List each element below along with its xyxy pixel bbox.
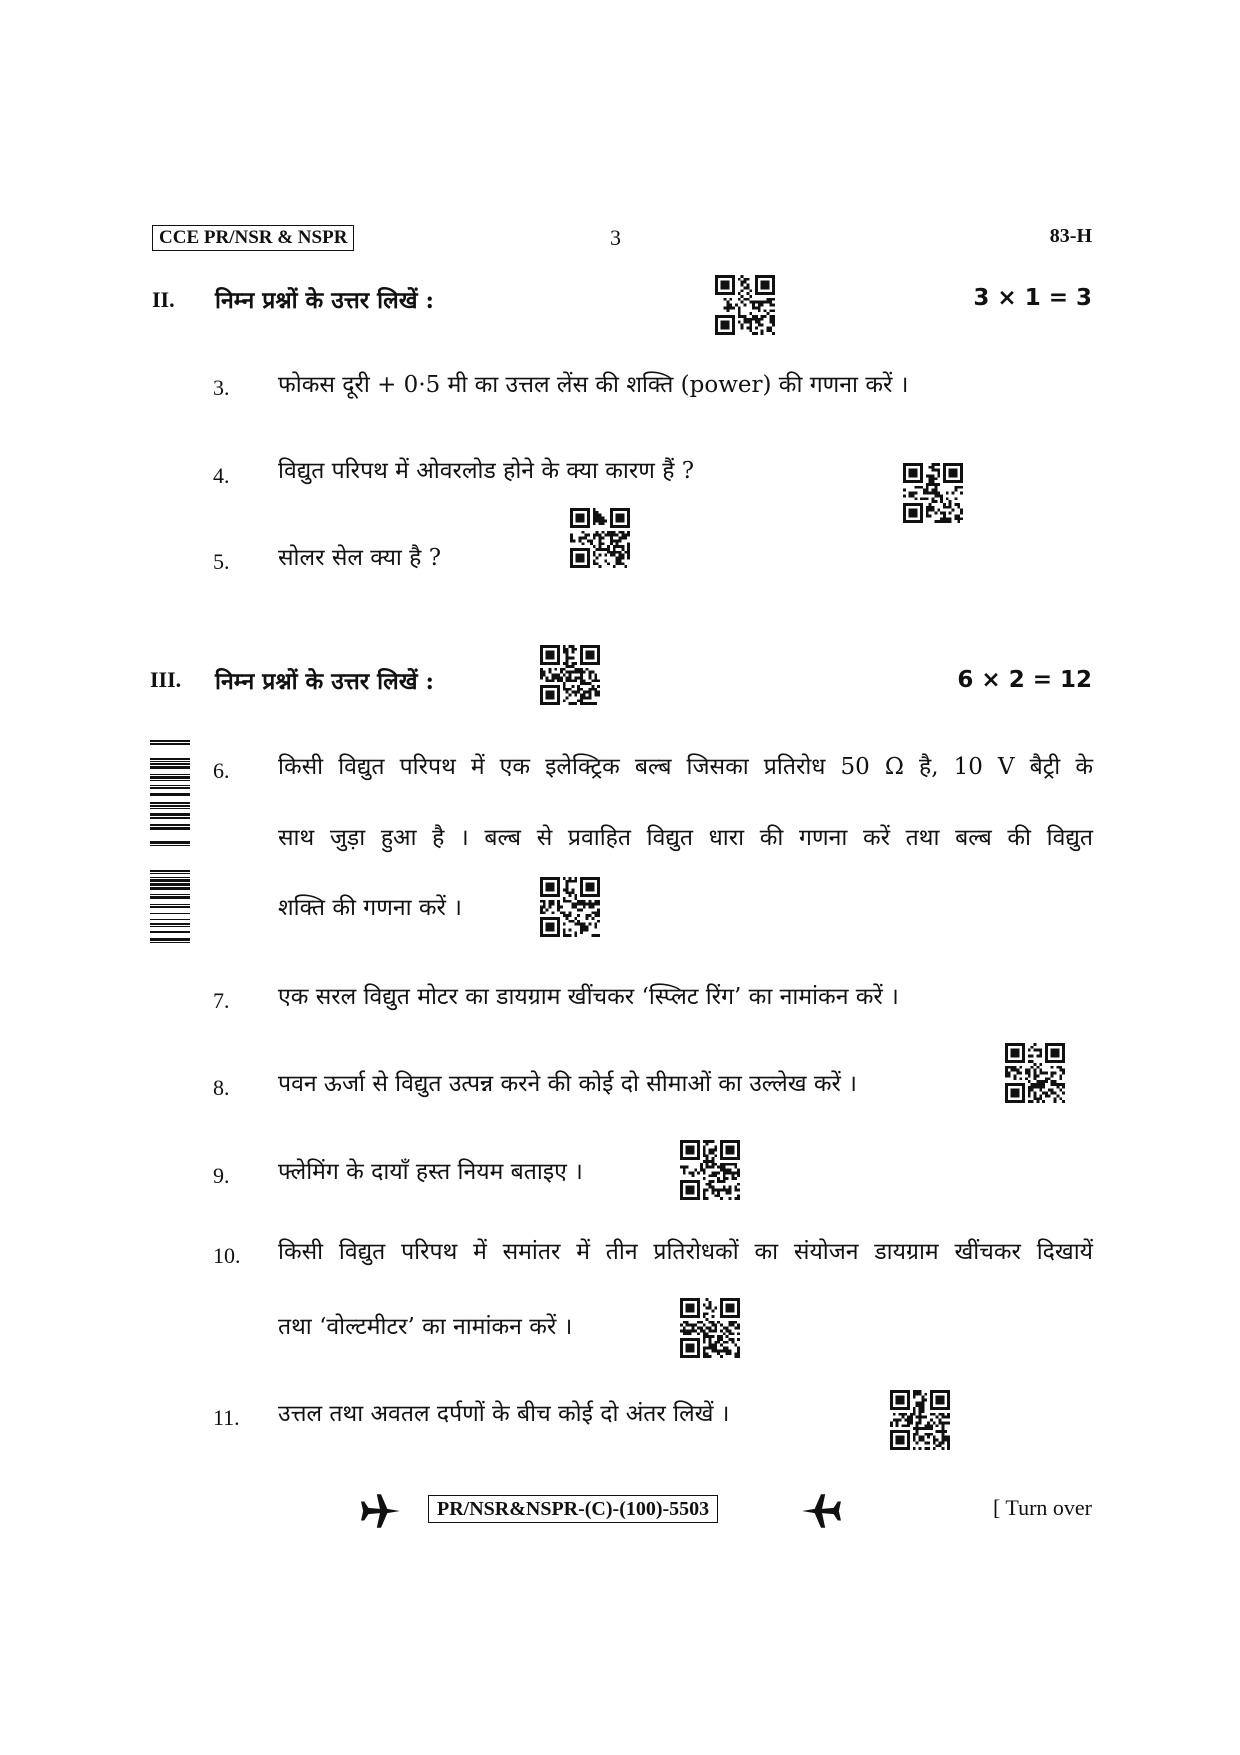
qr-code-svg: [715, 275, 775, 335]
question-text: किसी विद्युत परिपथ में समांतर में तीन प्रतिरोधकों का संयोजन डायग्राम खींचकर दिखायें: [278, 1239, 1093, 1265]
qr-code-svg: [890, 1390, 950, 1450]
airplane-icon: [360, 1490, 402, 1532]
question-text: साथ जुड़ा हुआ है । बल्ब से प्रवाहित विद्युत धारा की गणना करें तथा बल्ब की विद्युत: [278, 825, 1093, 851]
section-2-title: निम्न प्रश्नों के उत्तर लिखें :: [215, 287, 435, 314]
section-2-number: II.: [152, 287, 175, 312]
question-text: विद्युत परिपथ में ओवरलोड होने के क्या कारण हैं ?: [278, 458, 695, 484]
barcode-icon: [150, 740, 190, 950]
question-number: 10.: [213, 1243, 241, 1268]
airplane-left-svg: [360, 1490, 402, 1532]
question-text: शक्ति की गणना करें ।: [278, 895, 462, 921]
question-text: तथा ‘वोल्टमीटर’ का नामांकन करें ।: [278, 1314, 573, 1340]
section-3-title: निम्न प्रश्नों के उत्तर लिखें :: [215, 668, 435, 695]
barcode-svg: [150, 740, 190, 950]
question-number: 7.: [213, 988, 230, 1013]
qr-code-svg: [1005, 1043, 1065, 1103]
qr-code-icon: [540, 645, 600, 705]
qr-code-svg: [903, 463, 963, 523]
question-number: 4.: [213, 463, 230, 488]
header-left-code: CCE PR/NSR & NSPR: [152, 225, 354, 251]
question-text: सोलर सेल क्या है ?: [278, 545, 442, 571]
question-number: 6.: [213, 758, 230, 783]
qr-code-icon: [540, 877, 600, 937]
qr-code-icon: [570, 508, 630, 568]
qr-code-icon: [890, 1390, 950, 1450]
question-number: 8.: [213, 1075, 230, 1100]
qr-code-icon: [680, 1298, 740, 1358]
turn-over-text: [ Turn over: [992, 1495, 1092, 1520]
section-3-number: III.: [150, 667, 182, 692]
footer-code: PR/NSR&NSPR-(C)-(100)-5503: [428, 1495, 718, 1523]
question-text: फोकस दूरी + 0·5 मी का उत्तल लेंस की शक्ति (power) की गणना करें ।: [278, 372, 909, 398]
question-text: उत्तल तथा अवतल दर्पणों के बीच कोई दो अंतर लिखें ।: [278, 1401, 730, 1427]
qr-code-icon: [680, 1140, 740, 1200]
airplane-icon: [800, 1490, 842, 1532]
qr-code-svg: [570, 508, 630, 568]
question-text: पवन ऊर्जा से विद्युत उत्पन्न करने की कोई दो सीमाओं का उल्लेख करें ।: [278, 1071, 857, 1097]
question-number: 11.: [213, 1405, 240, 1430]
qr-code-icon: [715, 275, 775, 335]
paper-code: 83-H: [1049, 225, 1092, 247]
page-number: 3: [610, 225, 621, 250]
section-3-marks: 6 × 2 = 12: [957, 667, 1092, 693]
section-2-marks: 3 × 1 = 3: [973, 285, 1092, 311]
question-number: 3.: [213, 375, 230, 400]
question-text: किसी विद्युत परिपथ में एक इलेक्ट्रिक बल्ब जिसका प्रतिरोध 50 Ω है, 10 V बैट्री के: [278, 754, 1093, 780]
qr-code-svg: [680, 1298, 740, 1358]
qr-code-svg: [680, 1140, 740, 1200]
question-text: फ्लेमिंग के दायाँ हस्त नियम बताइए ।: [278, 1159, 583, 1185]
question-number: 5.: [213, 549, 230, 574]
qr-code-icon: [1005, 1043, 1065, 1103]
qr-code-icon: [903, 463, 963, 523]
question-text: एक सरल विद्युत मोटर का डायग्राम खींचकर ‘स्प्लिट रिंग’ का नामांकन करें ।: [278, 984, 899, 1010]
qr-code-svg: [540, 645, 600, 705]
question-number: 9.: [213, 1163, 230, 1188]
qr-code-svg: [540, 877, 600, 937]
airplane-right-svg: [800, 1490, 842, 1532]
